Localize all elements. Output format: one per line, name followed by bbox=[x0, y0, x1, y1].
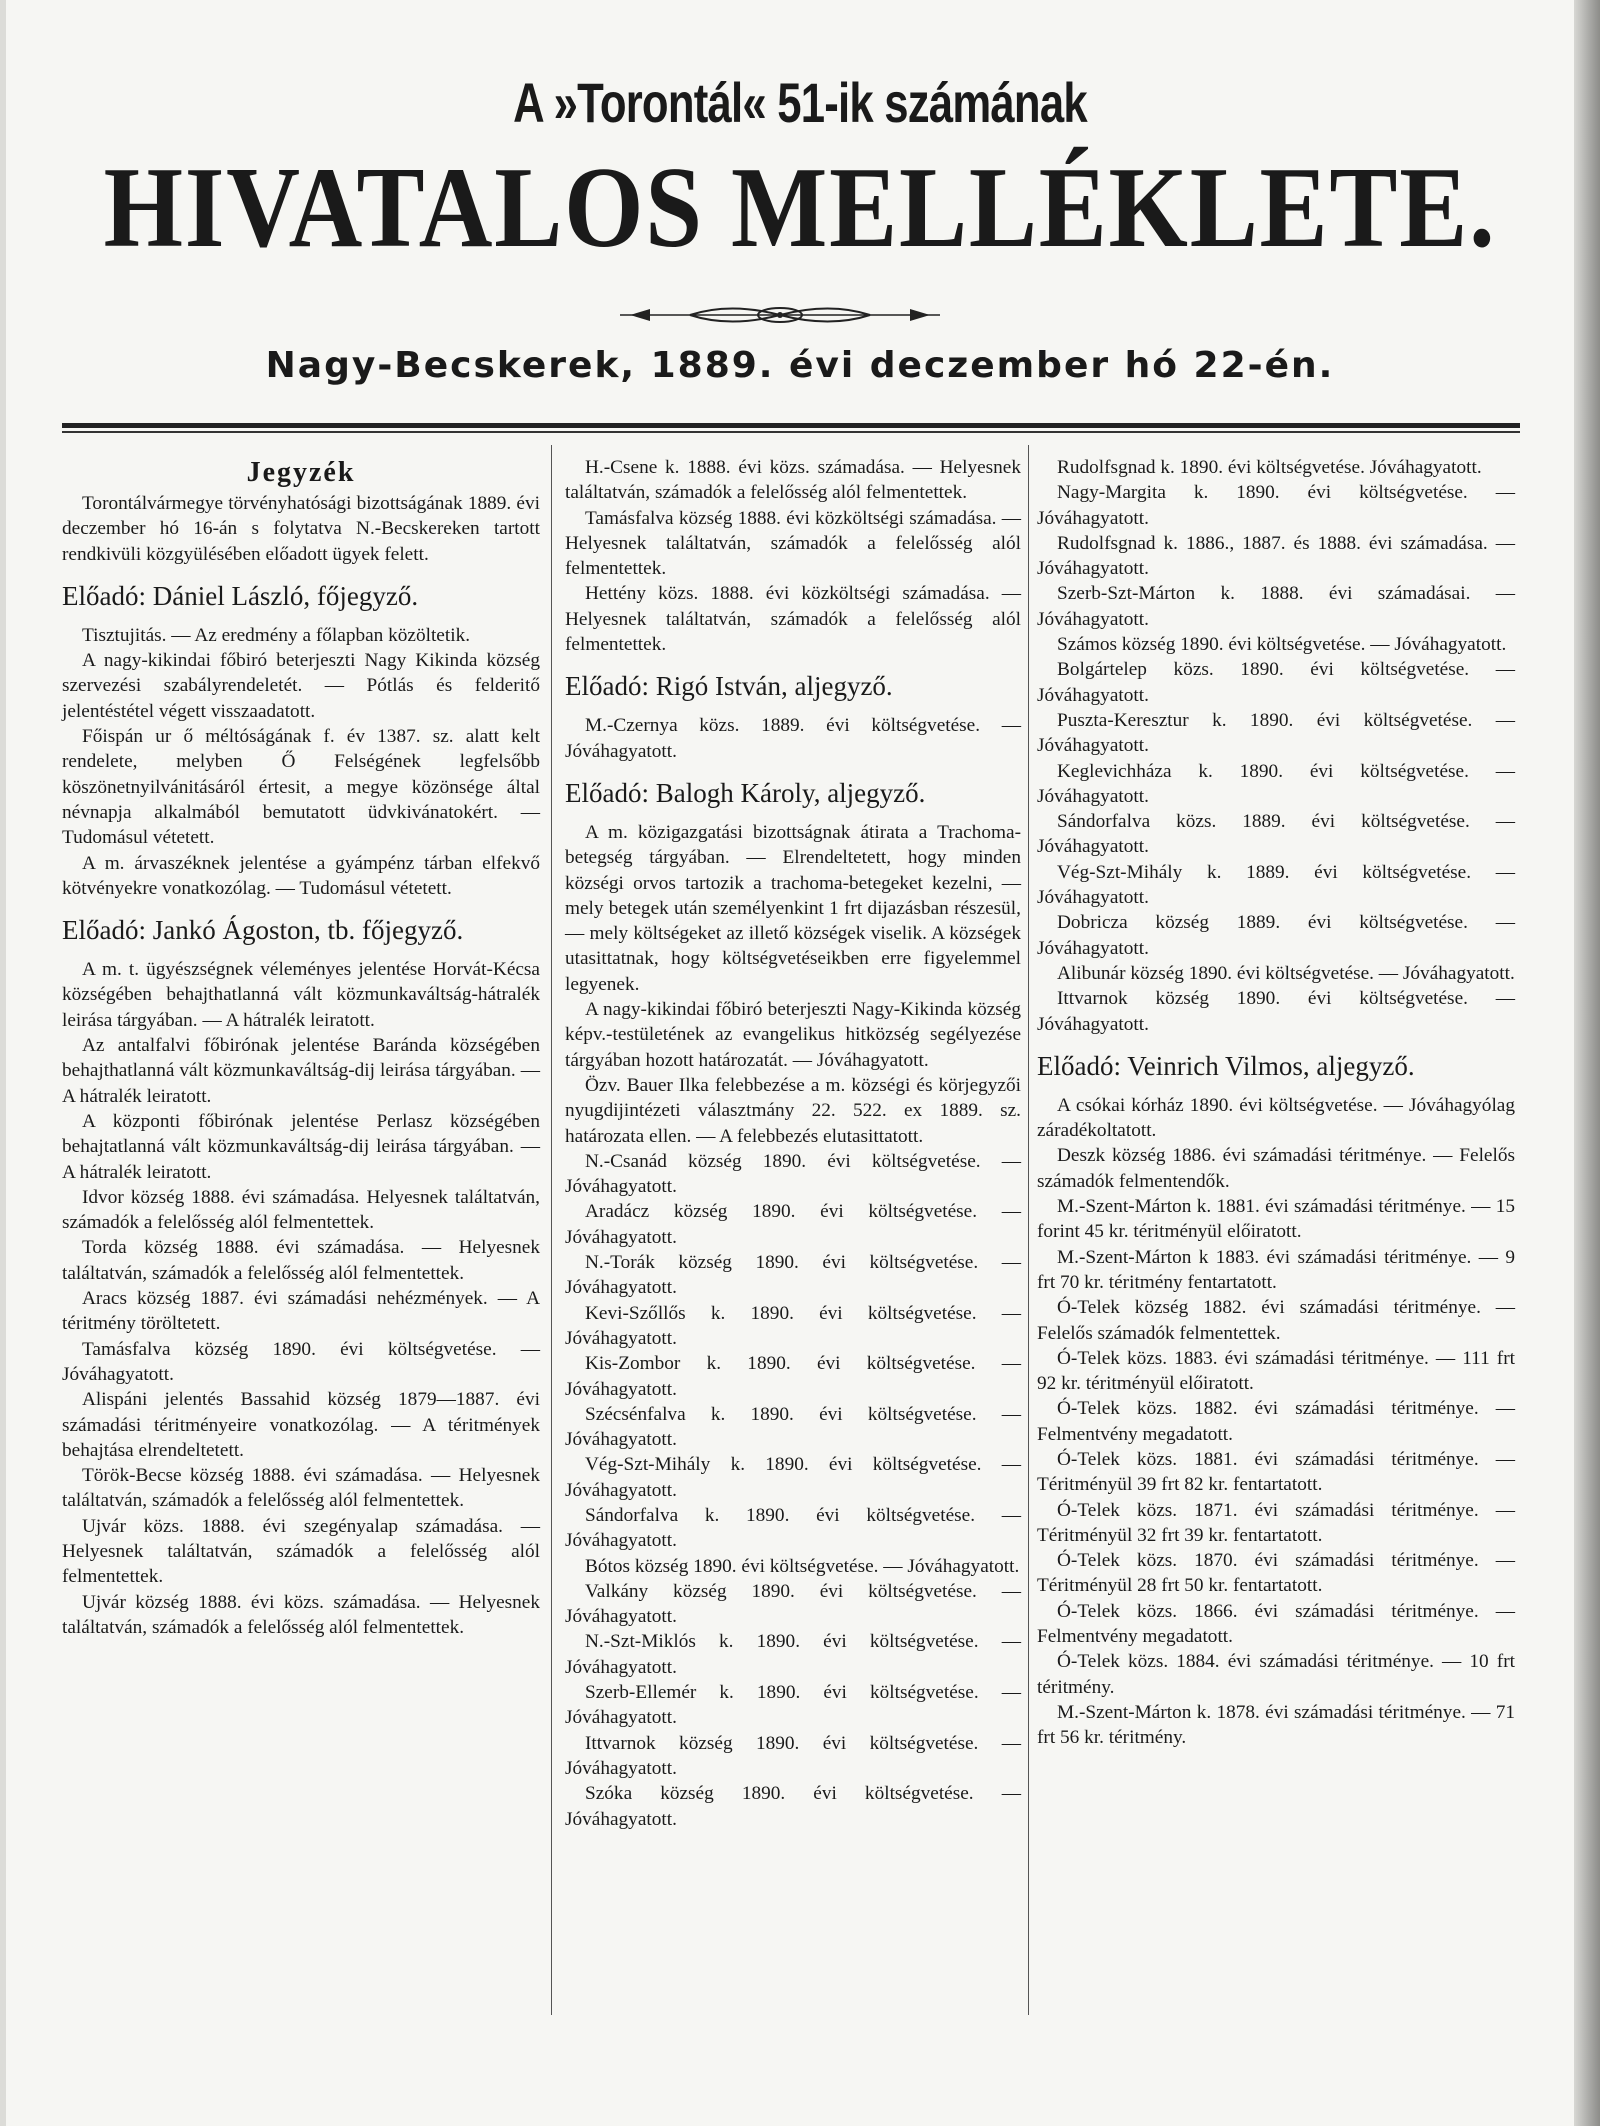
eloado-heading: Előadó: Dániel László, főjegyző. bbox=[62, 580, 419, 611]
column-heading: Jegyzék bbox=[246, 457, 356, 488]
agenda-item: Keglevichháza k. 1890. évi költségvetése. — Jóváhagyatott. bbox=[1037, 760, 1515, 807]
agenda-item: Ó-Telek község 1882. évi számadási téritménye. — Felelős számadók felmentettek. bbox=[1037, 1297, 1515, 1344]
agenda-item: M.-Szent-Márton k. 1881. évi számadási téritménye. — 15 forint 45 kr. téritményül előiratott. bbox=[1037, 1196, 1515, 1243]
agenda-item: A nagy-kikindai főbiró beterjeszti Nagy-Kikinda község képv.-testületének az evangelikus hitközség segélyezése tárgyában hozott határozatát. — Jóváhagyatott. bbox=[565, 999, 1021, 1071]
column-2 bbox=[565, 455, 1021, 1832]
agenda-item: Sándorfalva közs. 1889. évi költségvetése. — Jóváhagyatott. bbox=[1037, 811, 1515, 858]
agenda-item: Rudolfsgnad k. 1890. évi költségvetése. Jóváhagyatott. bbox=[1057, 457, 1482, 478]
agenda-item: Szerb-Szt-Márton k. 1888. évi számadásai. — Jóváhagyatott. bbox=[1037, 583, 1515, 630]
agenda-item: Ó-Telek közs. 1870. évi számadási téritménye. — Téritményül 28 frt 50 kr. fentartatott. bbox=[1037, 1550, 1515, 1597]
agenda-item: Alispáni jelentés Bassahid község 1879—1887. évi számadási téritményeire vonatkozólag. — A téritmények behajtása elrendeltetett. bbox=[62, 1389, 540, 1461]
ornament-divider bbox=[620, 300, 940, 330]
agenda-item: Bótos község 1890. évi költségvetése. — Jóváhagyatott. bbox=[585, 1555, 1020, 1577]
dateline: Nagy-Becskerek, 1889. évi deczember hó 22-én. bbox=[265, 345, 1335, 386]
agenda-item: Idvor község 1888. évi számadása. Helyesnek találtatván, számadók a felelősség alól felmentettek. bbox=[62, 1186, 540, 1234]
agenda-item: Ó-Telek közs. 1884. évi számadási téritménye. — 10 frt téritmény. bbox=[1037, 1651, 1515, 1698]
agenda-item: Török-Becse község 1888. évi számadása. — Helyesnek találtatván, számadók a felelősség alól felmentettek. bbox=[62, 1465, 540, 1512]
agenda-item: Deszk község 1886. évi számadási téritménye. — Felelős számadók felmentendők. bbox=[1037, 1145, 1515, 1192]
agenda-item: Sándorfalva k. 1890. évi költségvetése. — Jóváhagyatott. bbox=[565, 1504, 1021, 1552]
agenda-item: Nagy-Margita k. 1890. évi költségvetése. — Jóváhagyatott. bbox=[1037, 482, 1515, 529]
agenda-item: Ó-Telek közs. 1871. évi számadási téritménye. — Téritményül 32 frt 39 kr. fentartatott. bbox=[1037, 1499, 1515, 1546]
column-divider bbox=[1028, 445, 1029, 2015]
agenda-item: Puszta-Keresztur k. 1890. évi költségvetése. — Jóváhagyatott. bbox=[1037, 709, 1515, 757]
agenda-item: A csókai kórház 1890. évi költségvetése. — Jóváhagyólag záradékoltatott. bbox=[1037, 1094, 1515, 1142]
agenda-item: Dobricza község 1889. évi költségvetése. — Jóváhagyatott. bbox=[1037, 912, 1515, 959]
agenda-item: Szerb-Ellemér k. 1890. évi költségvetése. — Jóváhagyatott. bbox=[565, 1682, 1021, 1729]
agenda-item: Ó-Telek közs. 1881. évi számadási téritménye. — Téritményül 39 frt 82 kr. fentartatott. bbox=[1037, 1448, 1515, 1496]
agenda-item: Tisztujitás. — Az eredmény a főlapban közöltetik. bbox=[82, 624, 471, 646]
agenda-item: Ó-Telek közs. 1883. évi számadási téritménye. — 111 frt 92 kr. téritményül előiratott. bbox=[1037, 1347, 1515, 1395]
agenda-item: Ó-Telek közs. 1882. évi számadási téritménye. — Felmentvény megadatott. bbox=[1037, 1398, 1515, 1445]
header-rule-thin bbox=[62, 431, 1520, 433]
agenda-item: Tamásfalva község 1890. évi költségvetése. — Jóváhagyatott. bbox=[62, 1338, 540, 1385]
agenda-item: N.-Torák község 1890. évi költségvetése. — Jóváhagyatott. bbox=[565, 1252, 1021, 1299]
supertitle: A »Torontál« 51-ik számának bbox=[513, 71, 1087, 134]
agenda-item: M.-Szent-Márton k 1883. évi számadási téritménye. — 9 frt 70 kr. téritmény fentartatott. bbox=[1037, 1246, 1515, 1293]
agenda-item: M.-Czernya közs. 1889. évi költségvetése. — Jóváhagyatott. bbox=[565, 715, 1021, 762]
agenda-item: A m. t. ügyészségnek véleményes jelentése Horvát-Kécsa községében behajthatlanná vált közmunkaváltság-hátralék leirása tárgyában. — A hátralék leiratott. bbox=[62, 959, 540, 1031]
agenda-item: Szécsénfalva k. 1890. évi költségvetése. — Jóváhagyatott. bbox=[565, 1403, 1021, 1451]
agenda-item: Ittvarnok község 1890. évi költségvetése. — Jóváhagyatott. bbox=[1037, 988, 1515, 1035]
agenda-item: Vég-Szt-Mihály k. 1890. évi költségvetése. — Jóváhagyatott. bbox=[565, 1454, 1021, 1501]
agenda-item: Szóka község 1890. évi költségvetése. — Jóváhagyatott. bbox=[565, 1783, 1021, 1830]
eloado-heading: Előadó: Balogh Károly, aljegyző. bbox=[565, 777, 926, 808]
agenda-item: Főispán ur ő méltóságának f. év 1387. sz. alatt kelt rendelete, melyben Ő Felségének legfelsőbb köszönetnyilvánitásáról értesit, a megye közönsége által névnapja alkalmából bemutatott üdvkivánatokért. — Tudomásul vétetett. bbox=[62, 726, 540, 849]
agenda-item: Tamásfalva község 1888. évi közköltségi számadása. — Helyesnek találtatván, számadók a felelősség alól felmentettek. bbox=[565, 507, 1021, 580]
agenda-item: A központi főbirónak jelentése Perlasz községében behajtatlanná vált közmunkaváltság-dij leirása tárgyában. — A hátralék leiratott. bbox=[62, 1110, 540, 1183]
agenda-item: Ó-Telek közs. 1866. évi számadási téritménye. — Felmentvény megadatott. bbox=[1037, 1600, 1515, 1648]
agenda-item: Vég-Szt-Mihály k. 1889. évi költségvetése. — Jóváhagyatott. bbox=[1037, 861, 1515, 909]
agenda-item: Számos község 1890. évi költségvetése. — Jóváhagyatott. bbox=[1057, 634, 1507, 656]
eloado-heading: Előadó: Jankó Ágoston, tb. főjegyző. bbox=[62, 915, 464, 946]
agenda-item: Rudolfsgnad k. 1886., 1887. és 1888. évi számadása. — Jóváhagyatott. bbox=[1037, 532, 1515, 580]
agenda-item: N.-Csanád község 1890. évi költségvetése. — Jóváhagyatott. bbox=[565, 1150, 1021, 1198]
eloado-heading: Előadó: Rigó István, aljegyző. bbox=[565, 671, 893, 702]
agenda-item: Ujvár község 1888. évi közs. számadása. — Helyesnek találtatván, számadók a felelősség alól felmentettek. bbox=[62, 1591, 540, 1638]
agenda-item: Alibunár község 1890. évi költségvetése. — Jóváhagyatott. bbox=[1057, 962, 1515, 984]
agenda-item: Torda község 1888. évi számadása. — Helyesnek találtatván, számadók a felelősség alól felmentettek. bbox=[62, 1237, 540, 1284]
eloado-heading: Előadó: Veinrich Vilmos, aljegyző. bbox=[1037, 1050, 1415, 1081]
agenda-item: Bolgártelep közs. 1890. évi költségvetése. — Jóváhagyatott. bbox=[1037, 659, 1515, 706]
column-divider bbox=[551, 445, 552, 2015]
agenda-item: N.-Szt-Miklós k. 1890. évi költségvetése. — Jóváhagyatott. bbox=[565, 1631, 1021, 1678]
agenda-item: M.-Szent-Márton k. 1878. évi számadási téritménye. — 71 frt 56 kr. téritmény. bbox=[1037, 1701, 1515, 1749]
agenda-item: Ittvarnok község 1890. évi költségvetése. — Jóváhagyatott. bbox=[565, 1732, 1021, 1779]
agenda-item: Özv. Bauer Ilka felebbezése a m. községi és körjegyzői nyugdijintézeti választmány 22. 522. ex 1889. sz. határozata ellen. — A felebbezés elutasittatott. bbox=[565, 1074, 1021, 1147]
agenda-item: A m. árvaszéknek jelentése a gyámpénz tárban elfekvő kötvényekre vonatkozólag. — Tudomásul vétetett. bbox=[62, 852, 540, 899]
agenda-item: A m. közigazgatási bizottságnak átirata a Trachoma-betegség tárgyában. — Elrendeltetett, hogy minden községi orvos tartozik a trachoma-betegeket kezelni, — mely betegek után személyenkint 1 frt dijazásban részesül, — mely költségeket az illető községek viselik. A községek utasittatnak, hogy költségvetéseikben erre figyelemmel legyenek. bbox=[565, 821, 1021, 995]
agenda-item: Hettény közs. 1888. évi közköltségi számadása. — Helyesnek találtatván, számadók a felelősség alól felmentettek. bbox=[565, 583, 1021, 656]
agenda-item: H.-Csene k. 1888. évi közs. számadása. — Helyesnek találtatván, számadók a felelősség alól felmentettek. bbox=[565, 457, 1021, 504]
column-3 bbox=[1037, 455, 1515, 1751]
agenda-item: Aradácz község 1890. évi költségvetése. — Jóváhagyatott. bbox=[565, 1201, 1021, 1248]
agenda-item: Az antalfalvi főbirónak jelentése Baránda községében behajthatlanná vált közmunkaváltság-dij leirása tárgyában. — A hátralék leiratott. bbox=[62, 1035, 540, 1107]
header-rule bbox=[62, 423, 1520, 428]
scan-right-edge bbox=[1574, 0, 1600, 2126]
column-1 bbox=[62, 455, 540, 1640]
scan-left-edge bbox=[0, 0, 6, 2126]
agenda-item: Kis-Zombor k. 1890. évi költségvetése. — Jóváhagyatott. bbox=[565, 1353, 1021, 1400]
agenda-item: Aracs község 1887. évi számadási nehézmények. — A téritmény töröltetett. bbox=[62, 1288, 540, 1335]
intro-paragraph: Torontálvármegye törvényhatósági bizottságának 1889. évi deczember hó 16-án s folytatva N.-Becskereken tartott rendkivüli közgyülésében előadott ügyek felett. bbox=[62, 493, 540, 565]
main-title: HIVATALOS MELLÉKLETE. bbox=[103, 144, 1497, 272]
agenda-item: A nagy-kikindai főbiró beterjeszti Nagy Kikinda község szervezési szabályrendeletét. — Pótlás és felderitő jelentéstétel végett visszaadatott. bbox=[62, 650, 540, 722]
agenda-item: Kevi-Szőllős k. 1890. évi költségvetése. — Jóváhagyatott. bbox=[565, 1302, 1021, 1349]
agenda-item: Ujvár közs. 1888. évi szegényalap számadása. — Helyesnek találtatván, számadók a felelősség alól felmentettek. bbox=[62, 1515, 540, 1588]
agenda-item: Valkány község 1890. évi költségvetése. — Jóváhagyatott. bbox=[565, 1580, 1021, 1628]
